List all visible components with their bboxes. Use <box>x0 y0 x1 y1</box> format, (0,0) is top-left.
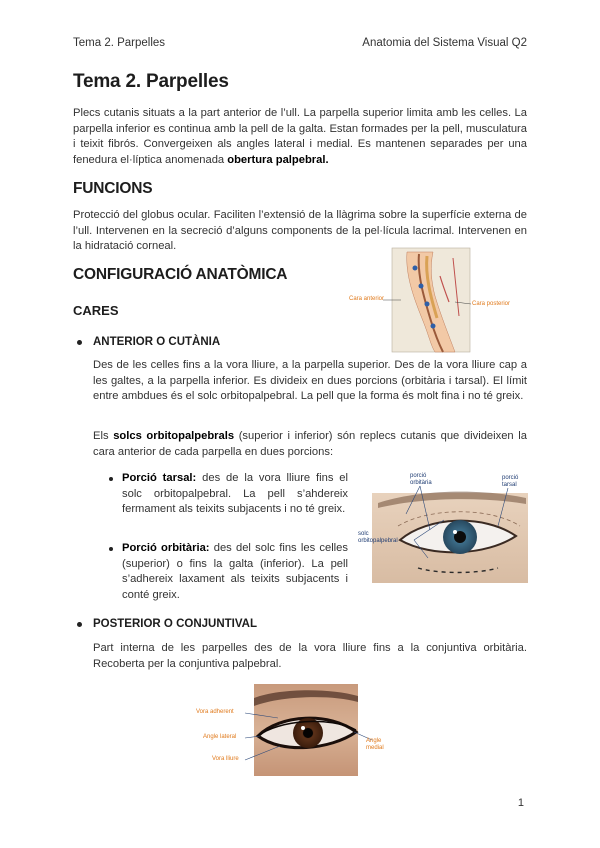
posterior-paragraph: Part interna de les parpelles des de la vora lliure fins a la conjuntiva orbitària. Recoberta per la conjuntiva palpebral. <box>93 642 527 670</box>
porcio-tarsal-label: Porció tarsal: <box>122 472 197 484</box>
intro-text: Plecs cutanis situats a la part anterior de l’ull. La parpella superior limita amb les celles. La parpella inferior es continua amb la pell de la galta. Estan formades per la pell, musculatura i teixit fibrós. Convergeixen als angles lateral i medial. Es mantenen separades per una fenedura el·líptica anomenada <box>73 107 527 166</box>
porcio-orbitaria-text: des del solc fins les celles (superior) o fins la galta (inferior). La pell s’adhereix laxament als teixits subjacents i conté greix. <box>122 542 348 601</box>
eye-closeup-figure <box>190 684 420 776</box>
sub-bullet-dot <box>109 477 113 481</box>
label-cara-posterior: Cara posterior <box>472 301 511 307</box>
bullet-dot <box>77 622 82 627</box>
porcio-tarsal-item <box>122 471 348 518</box>
configuracio-heading: CONFIGURACIÓ ANATÒMICA <box>73 266 288 283</box>
label-porcio-orbitaria: porció orbitària <box>410 473 432 486</box>
intro-paragraph <box>73 106 527 168</box>
page-title: Tema 2. Parpelles <box>73 71 229 92</box>
eye-portions-figure <box>358 470 530 585</box>
solcs-bold: solcs orbitopalpebrals <box>113 430 235 442</box>
porcio-tarsal-text: des de la vora lliure fins el solc orbitopalpebral. La pell s’ahdereix fermament als teixits subjacents i no té greix. <box>122 472 348 516</box>
solcs-prefix: Els <box>93 430 114 442</box>
solcs-rest: (superior i inferior) són replecs cutanis que divideixen la cara anterior de cada parpella en dues porcions: <box>93 430 527 458</box>
label-cara-anterior: Cara anterior <box>349 296 385 302</box>
page-number: 1 <box>517 797 524 809</box>
label-vora-lliure: Vora lliure <box>212 756 239 762</box>
cares-heading: CARES <box>73 303 119 318</box>
label-angle-medial: Angle medial <box>366 738 384 751</box>
funcions-heading: FUNCIONS <box>73 180 153 197</box>
porcio-orbitaria-label: Porció orbitària: <box>122 542 210 554</box>
label-solc-orbitopalpebral: solc orbitopalpebral <box>358 531 398 544</box>
label-vora-adherent: Vora adherent <box>196 709 234 715</box>
intro-bold: obertura palpebral. <box>227 153 329 166</box>
eyelid-section-figure <box>345 246 520 356</box>
label-angle-lateral: Angle lateral <box>203 734 237 740</box>
porcio-orbitaria-item <box>122 541 348 603</box>
header-left: Tema 2. Parpelles <box>73 37 166 49</box>
sub-bullet-dot <box>109 547 113 551</box>
posterior-title: POSTERIOR O CONJUNTIVAL <box>93 618 257 630</box>
bullet-dot <box>77 340 82 345</box>
solcs-paragraph <box>93 429 527 460</box>
anterior-title: ANTERIOR O CUTÀNIA <box>93 336 221 348</box>
header-right: Anatomia del Sistema Visual Q2 <box>362 37 527 49</box>
anterior-paragraph: Des de les celles fins a la vora lliure, a la parpella superior. Des de la vora lliure cap a les galtes, a la parpella inferior. Es divideix en dues porcions (orbitària i tarsal). El límit entre ambdues és el solc orbitopalpebral. La pell que la forma és molt fina i no té greix. <box>93 359 527 403</box>
label-porcio-tarsal: porció tarsal <box>502 475 519 488</box>
funcions-paragraph: Protecció del globus ocular. Faciliten l’extensió de la llàgrima sobre la superfície externa de l’ull. Intervenen en la secreció d’alguns components de la pel·lícula lacrimal. Intervenen en la hidratació corneal. <box>73 209 527 253</box>
